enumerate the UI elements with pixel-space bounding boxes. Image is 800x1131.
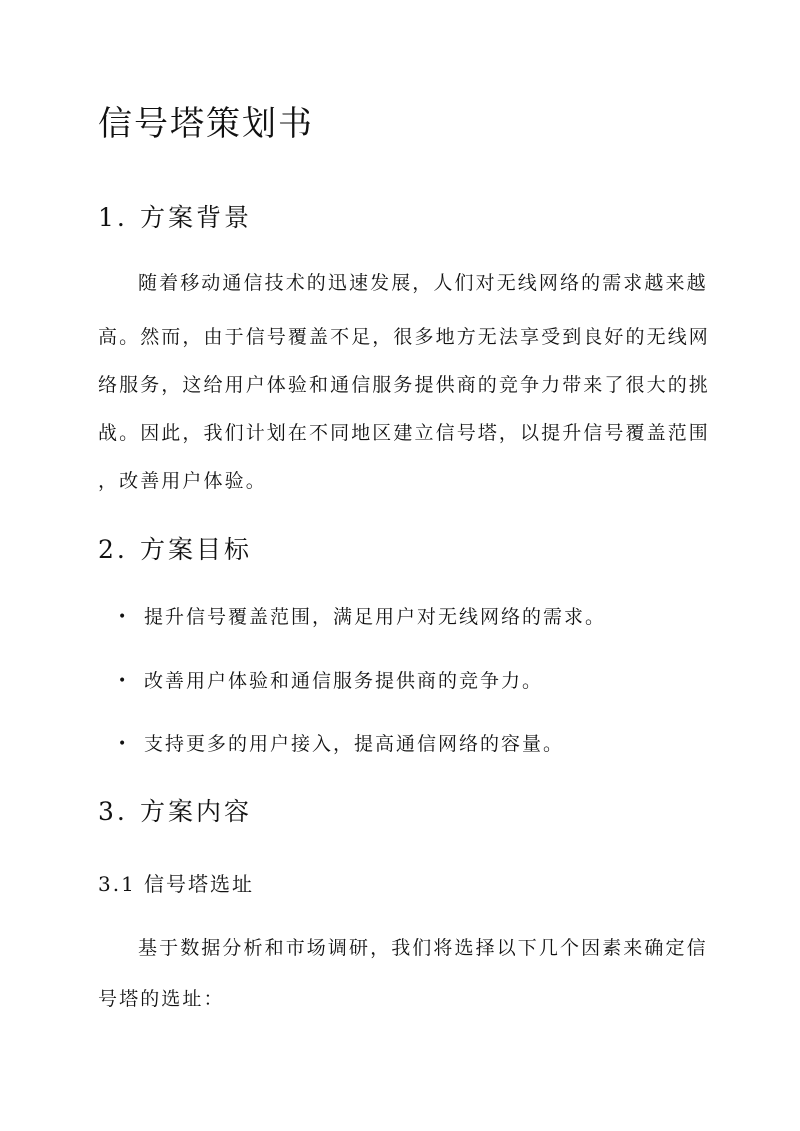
paragraph-line: 号塔的选址： xyxy=(98,988,225,1010)
document-title: 信号塔策划书 xyxy=(98,104,314,144)
section-title: 方案内容 xyxy=(140,797,253,826)
bullet-icon: • xyxy=(118,609,129,625)
bullet-icon: • xyxy=(118,673,129,689)
section-number: 1. xyxy=(98,203,128,232)
paragraph-line: 随着移动通信技术的迅速发展，人们对无线网络的需求越来越 xyxy=(138,272,708,294)
list-item xyxy=(118,729,564,756)
section-title: 方案目标 xyxy=(140,535,253,564)
bullet-icon: • xyxy=(118,736,129,752)
list-item-text: 支持更多的用户接入，提高通信网络的容量。 xyxy=(144,733,565,755)
paragraph-line: ，改善用户体验。 xyxy=(98,470,267,492)
subsection-title: 信号塔选址 xyxy=(144,872,254,896)
subsection-heading-site-selection xyxy=(98,868,254,897)
list-item xyxy=(118,666,543,693)
section-heading-background xyxy=(98,198,252,234)
list-item-text: 提升信号覆盖范围，满足用户对无线网络的需求。 xyxy=(144,606,607,628)
section-title: 方案背景 xyxy=(140,203,253,232)
section-heading-goals xyxy=(98,530,252,566)
section-number: 2. xyxy=(98,535,128,564)
section-heading-content xyxy=(98,792,252,828)
section-number: 3. xyxy=(98,797,128,826)
subsection-number: 3.1 xyxy=(98,872,136,896)
paragraph-line: 高。然而，由于信号覆盖不足，很多地方无法享受到良好的无线网 xyxy=(98,326,710,348)
paragraph-line: 战。因此，我们计划在不同地区建立信号塔，以提升信号覆盖范围 xyxy=(98,422,710,444)
paragraph-line: 基于数据分析和市场调研，我们将选择以下几个因素来确定信 xyxy=(138,937,708,959)
paragraph-line: 络服务，这给用户体验和通信服务提供商的竞争力带来了很大的挑 xyxy=(98,374,710,396)
list-item xyxy=(118,602,606,629)
list-item-text: 改善用户体验和通信服务提供商的竞争力。 xyxy=(144,670,544,692)
